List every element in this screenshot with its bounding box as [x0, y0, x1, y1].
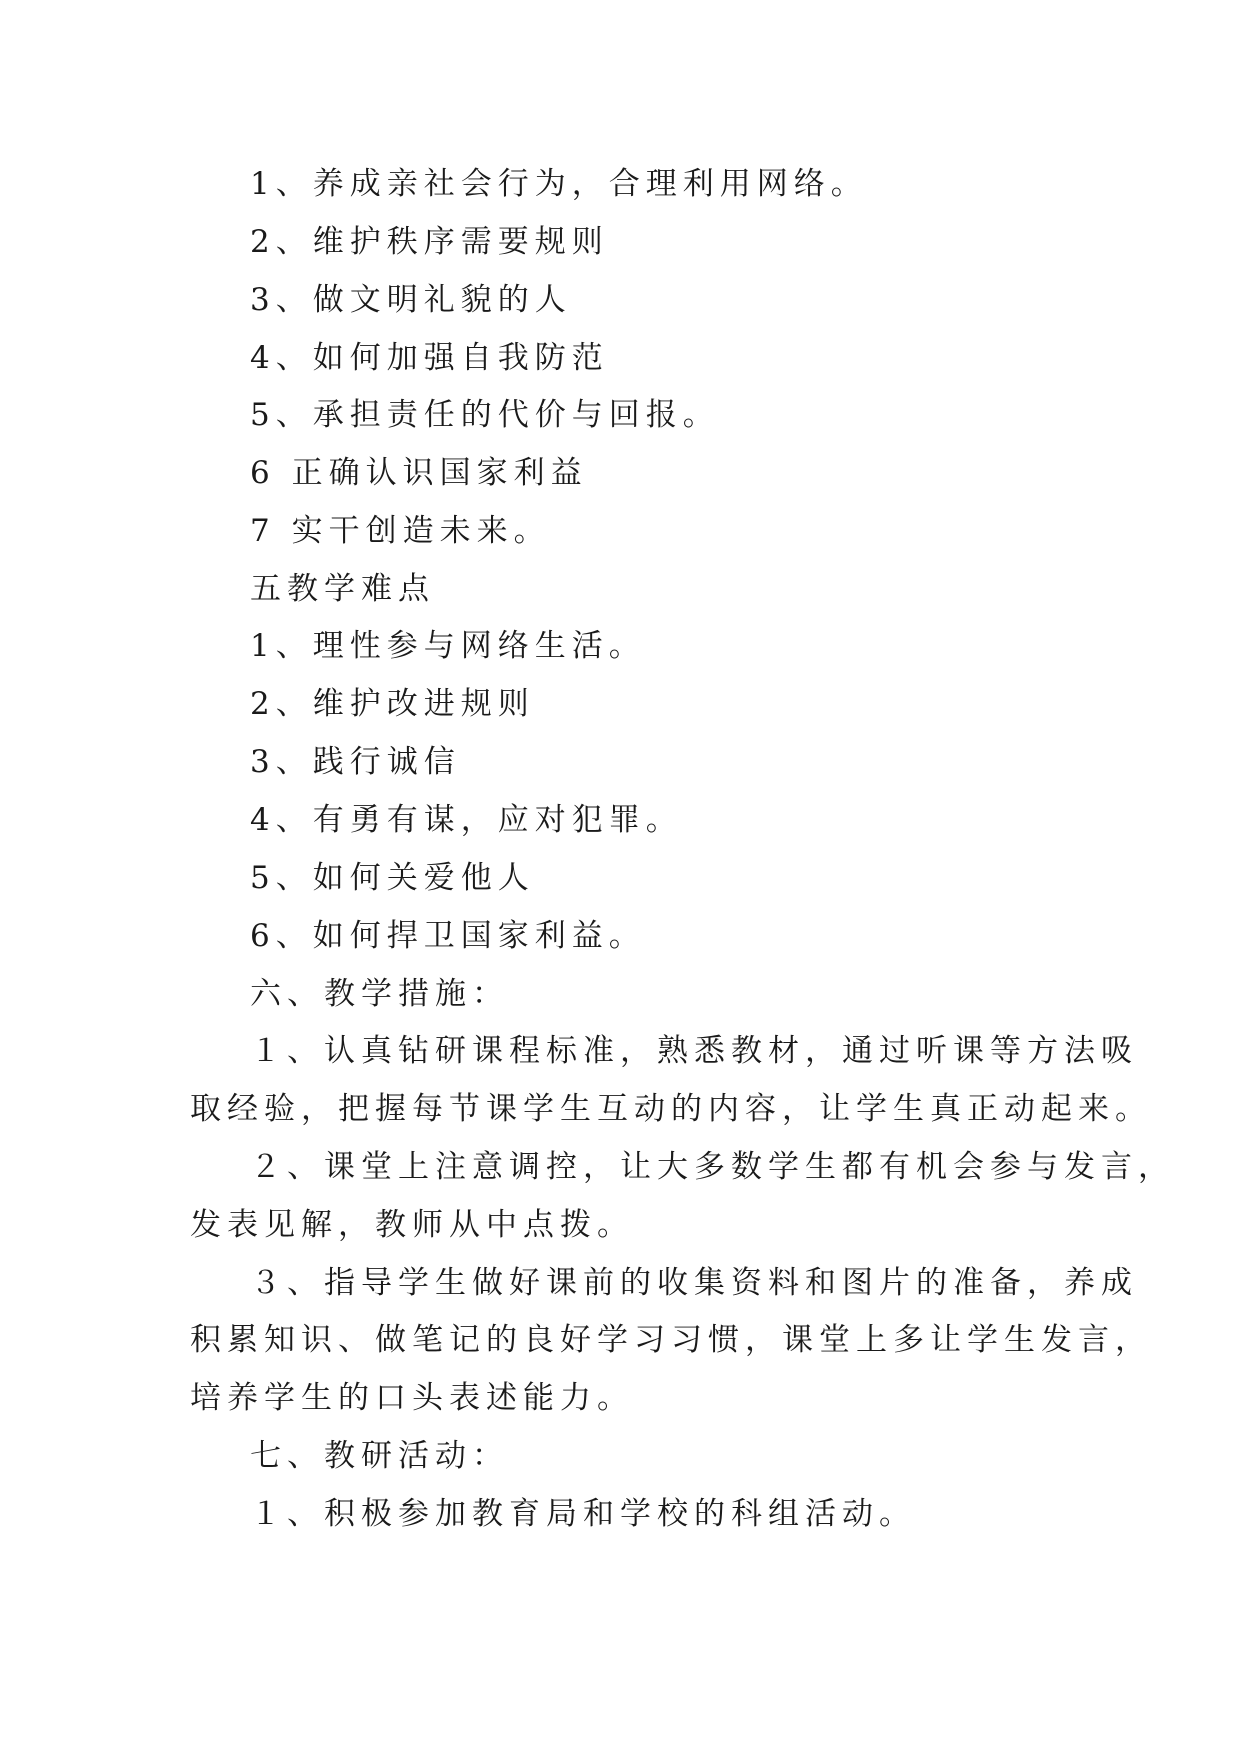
research-item-1: １、积极参加教育局和学校的科组活动。	[250, 1496, 916, 1532]
difficulty-item-1: 1、理性参与网络生活。	[250, 628, 646, 664]
difficulty-heading: 五教学难点	[250, 571, 435, 607]
difficulty-item-3: 3、践行诚信	[250, 744, 461, 780]
focus-item-1: 1、养成亲社会行为，合理利用网络。	[250, 166, 868, 202]
difficulty-item-4: 4、有勇有谋，应对犯罪。	[250, 802, 683, 838]
measure-1-line-1: １、认真钻研课程标准，熟悉教材，通过听课等方法吸	[250, 1033, 1138, 1069]
focus-item-7: 7 实干创造未来。	[250, 513, 551, 549]
focus-item-6: 6 正确认识国家利益	[250, 455, 588, 491]
measure-2-line-2: 发表见解，教师从中点拨。	[190, 1207, 634, 1243]
difficulty-item-2: 2、维护改进规则	[250, 686, 535, 722]
focus-item-2: 2、维护秩序需要规则	[250, 224, 609, 260]
measure-2-line-1: ２、课堂上注意调控，让大多数学生都有机会参与发言，	[250, 1149, 1175, 1185]
focus-item-4: 4、如何加强自我防范	[250, 340, 609, 376]
research-heading: 七、教研活动：	[250, 1438, 509, 1474]
measure-3-line-1: ３、指导学生做好课前的收集资料和图片的准备，养成	[250, 1265, 1138, 1301]
focus-item-3: 3、做文明礼貌的人	[250, 282, 572, 318]
measure-3-line-3: 培养学生的口头表述能力。	[190, 1380, 634, 1416]
measure-3-line-2: 积累知识、做笔记的良好学习习惯，课堂上多让学生发言，	[190, 1322, 1152, 1358]
measures-heading: 六、教学措施：	[250, 976, 509, 1012]
measure-1-line-2: 取经验，把握每节课学生互动的内容，让学生真正动起来。	[190, 1091, 1152, 1127]
difficulty-item-5: 5、如何关爱他人	[250, 860, 535, 896]
focus-item-5: 5、承担责任的代价与回报。	[250, 397, 720, 433]
difficulty-item-6: 6、如何捍卫国家利益。	[250, 918, 646, 954]
